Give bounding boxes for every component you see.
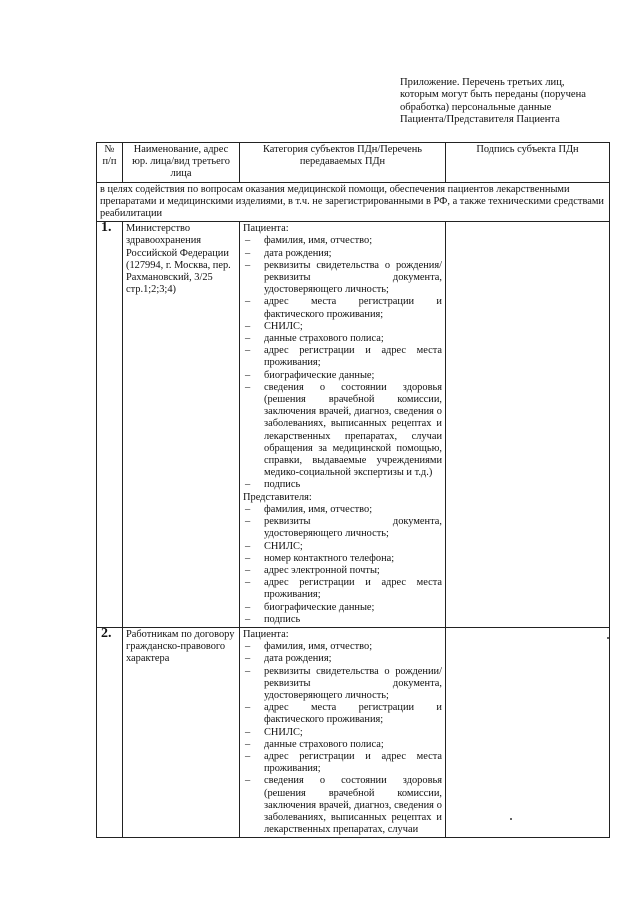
subject-group-title: Представителя: [243, 491, 312, 503]
appendix-line: которым могут быть переданы (поручена [400, 89, 586, 101]
data-item: – реквизиты свидетельства о рождении/реквизиты документа, удостоверяющего личность; [243, 666, 442, 703]
data-item: – сведения о состоянии здоровья (решения врачебной комиссии, заключения врачей, диагноз, сведения о заболеваниях, выписанных рецептах и лекарственных препаратах, случаи обращения за медицинской помощью, справки, выдаваемые учреждениями медико-социальной экспертизы и т.д.) [243, 382, 442, 480]
appendix-note [400, 77, 588, 127]
signature-cell [446, 222, 610, 628]
header-num: № п/п [97, 143, 123, 183]
third-party-name: Работникам по договору гражданско-правового характера [123, 627, 240, 837]
row-number: 1. [97, 222, 123, 628]
table-row [97, 222, 610, 628]
data-categories [240, 222, 446, 628]
header-name: Наименование, адрес юр. лица/вид третьего лица [123, 143, 240, 183]
data-item: – адрес электронной почты; [243, 565, 442, 577]
data-item-list [243, 504, 442, 626]
appendix-line: Пациента/Представителя Пациента [400, 114, 560, 126]
table-header-row [97, 143, 610, 183]
table-row [97, 627, 610, 837]
data-item: – подпись [243, 614, 442, 626]
third-party-name: Министерство здравоохранения Российской Федерации (127994, г. Москва, пер. Рахмановский, 3/25 стр.1;2;3;4) [123, 222, 240, 628]
data-item: – фамилия, имя, отчество; [243, 641, 442, 653]
data-item: – адрес регистрации и адрес места проживания; [243, 751, 442, 775]
appendix-line: обработка) персональные данные [400, 101, 552, 113]
data-item: – дата рождения; [243, 653, 442, 665]
data-item-list [243, 235, 442, 491]
data-item: – биографические данные; [243, 370, 442, 382]
signature-cell [446, 627, 610, 837]
header-category: Категория субъектов ПДн/Перечень передаваемых ПДн [240, 143, 446, 183]
data-item: – фамилия, имя, отчество; [243, 504, 442, 516]
data-item: – дата рождения; [243, 248, 442, 260]
data-item: – реквизиты документа, удостоверяющего личность; [243, 516, 442, 540]
row-number: 2. [97, 627, 123, 837]
appendix-line: Приложение. Перечень третьих лиц, [400, 77, 565, 88]
table-body [97, 222, 610, 838]
data-item: – биографические данные; [243, 602, 442, 614]
data-item: – подпись [243, 479, 442, 491]
third-parties-table [96, 142, 610, 838]
data-item: – СНИЛС; [243, 321, 442, 333]
data-item: – сведения о состоянии здоровья (решения врачебной комиссии, заключения врачей, диагноз, сведения о заболеваниях, выписанных рецептах и лекарственных препаратах, случаи [243, 775, 442, 836]
data-item: – данные страхового полиса; [243, 333, 442, 345]
header-signature: Подпись субъекта ПДн [446, 143, 610, 183]
data-item: – адрес места регистрации и фактического проживания; [243, 702, 442, 726]
data-item: – СНИЛС; [243, 727, 442, 739]
data-item-list [243, 641, 442, 836]
section-row [97, 182, 610, 222]
data-item: – фамилия, имя, отчество; [243, 235, 442, 247]
data-categories [240, 627, 446, 837]
data-item: – адрес регистрации и адрес места проживания; [243, 345, 442, 369]
subject-group-title: Пациента: [243, 223, 289, 235]
data-item: – реквизиты свидетельства о рождения/реквизиты документа, удостоверяющего личность; [243, 260, 442, 297]
subject-group-title: Пациента: [243, 628, 289, 640]
data-item: – адрес места регистрации и фактического проживания; [243, 296, 442, 320]
data-item: – СНИЛС; [243, 541, 442, 553]
data-item: – номер контактного телефона; [243, 553, 442, 565]
scan-speck [607, 637, 609, 639]
scan-speck [510, 818, 512, 820]
section-title: в целях содействия по вопросам оказания медицинской помощи, обеспечения пациентов лекарственными препаратами и медицинскими изделиями, в т.ч. не зарегистрированными в РФ, а также техническими средствами реабилитации [97, 182, 610, 222]
data-item: – данные страхового полиса; [243, 739, 442, 751]
data-item: – адрес регистрации и адрес места проживания; [243, 577, 442, 601]
